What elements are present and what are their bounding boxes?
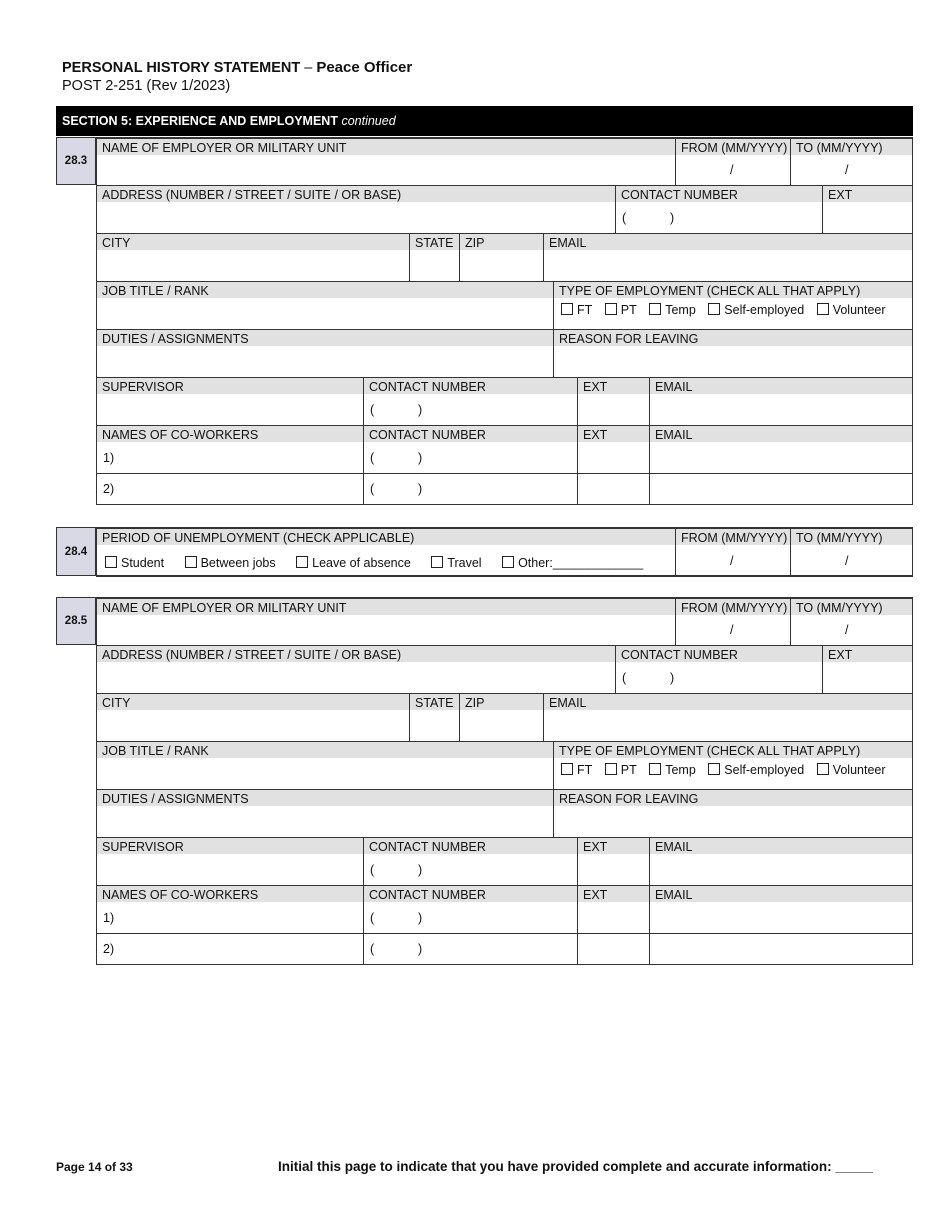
ext-label: EXT — [578, 838, 649, 854]
checkbox-ft[interactable] — [561, 303, 573, 315]
coworkers-label: NAMES OF CO-WORKERS — [97, 886, 363, 902]
to-date-field[interactable] — [790, 139, 912, 185]
ext-label: EXT — [578, 378, 649, 394]
area-code-close: ) — [418, 942, 423, 956]
to-slash: / — [845, 163, 849, 177]
ext-label: EXT — [578, 886, 649, 902]
zip-field[interactable] — [459, 694, 543, 741]
zip-label: ZIP — [460, 234, 543, 250]
duties-row — [96, 329, 913, 378]
from-label: FROM (MM/YYYY) — [676, 599, 790, 615]
coworkers-row — [96, 425, 913, 505]
checkbox-temp[interactable] — [649, 303, 661, 315]
state-field[interactable] — [409, 694, 459, 741]
unemployment-options — [105, 556, 652, 570]
email-label: EMAIL — [650, 886, 912, 902]
unemployment-row — [96, 527, 913, 577]
coworker-1-label: 1) — [103, 911, 115, 925]
ext-label: EXT — [823, 646, 912, 662]
from-label: FROM (MM/YYYY) — [676, 529, 790, 545]
supervisor-row — [96, 377, 913, 426]
ext-field[interactable] — [822, 646, 912, 693]
checkbox-travel[interactable] — [431, 556, 443, 568]
area-code-close: ) — [418, 911, 423, 925]
option-pt[interactable]: PT — [605, 763, 637, 777]
zip-field[interactable] — [459, 234, 543, 281]
email-field[interactable] — [543, 234, 912, 281]
contact-number-field[interactable] — [615, 646, 822, 693]
to-label: TO (MM/YYYY) — [791, 139, 912, 155]
duties-field[interactable] — [97, 330, 553, 377]
coworker-ext-field[interactable] — [577, 426, 649, 504]
to-label: TO (MM/YYYY) — [791, 529, 912, 545]
employer-label: NAME OF EMPLOYER OR MILITARY UNIT — [97, 599, 675, 615]
area-code-open: ( — [370, 482, 375, 496]
area-code-open: ( — [370, 942, 375, 956]
checkbox-pt[interactable] — [605, 763, 617, 775]
contact-number-label: CONTACT NUMBER — [616, 646, 822, 662]
state-field[interactable] — [409, 234, 459, 281]
email-label: EMAIL — [544, 694, 912, 710]
option-other[interactable]: Other:_____________ — [502, 556, 643, 570]
reason-for-leaving-field[interactable] — [553, 790, 912, 837]
supervisor-field[interactable] — [97, 838, 363, 885]
unemployment-to-cell[interactable] — [790, 529, 912, 575]
job-title-row — [96, 741, 913, 790]
unemployment-label: PERIOD OF UNEMPLOYMENT (CHECK APPLICABLE) — [97, 529, 675, 545]
area-code-open: ( — [622, 211, 627, 225]
item-number-28-3: 28.3 — [56, 137, 96, 185]
supervisor-field[interactable] — [97, 378, 363, 425]
email-label: EMAIL — [650, 378, 912, 394]
address-label: ADDRESS (NUMBER / STREET / SUITE / OR BASE) — [97, 186, 615, 202]
checkbox-self-employed[interactable] — [708, 763, 720, 775]
area-code-close: ) — [670, 671, 675, 685]
from-label: FROM (MM/YYYY) — [676, 139, 790, 155]
duties-label: DUTIES / ASSIGNMENTS — [97, 330, 553, 346]
contact-number-label: CONTACT NUMBER — [616, 186, 822, 202]
option-volunteer[interactable]: Volunteer — [817, 763, 886, 777]
employer-label: NAME OF EMPLOYER OR MILITARY UNIT — [97, 139, 675, 155]
ext-label: EXT — [823, 186, 912, 202]
employment-type-options — [561, 303, 886, 317]
supervisor-label: SUPERVISOR — [97, 378, 363, 394]
checkbox-volunteer[interactable] — [817, 303, 829, 315]
coworker-1-label: 1) — [103, 451, 115, 465]
coworkers-label: NAMES OF CO-WORKERS — [97, 426, 363, 442]
supervisor-email-field[interactable] — [649, 378, 912, 425]
from-slash: / — [730, 163, 734, 177]
email-label: EMAIL — [544, 234, 912, 250]
supervisor-ext-field[interactable] — [577, 838, 649, 885]
address-field[interactable] — [97, 186, 615, 233]
supervisor-contact-field[interactable] — [363, 378, 577, 425]
form-title: PERSONAL HISTORY STATEMENT – Peace Officer — [62, 59, 413, 76]
job-title-label: JOB TITLE / RANK — [97, 742, 553, 758]
option-travel[interactable]: Travel — [431, 556, 481, 570]
employment-type-options — [561, 763, 886, 777]
employer-row — [96, 597, 913, 646]
address-row — [96, 185, 913, 234]
checkbox-student[interactable] — [105, 556, 117, 568]
supervisor-email-field[interactable] — [649, 838, 912, 885]
from-date-field[interactable] — [675, 139, 790, 185]
coworker-2-label: 2) — [103, 482, 115, 496]
unemployment-period-cell — [97, 529, 675, 575]
city-label: CITY — [97, 694, 409, 710]
option-pt[interactable]: PT — [605, 303, 637, 317]
item-number-28-5: 28.5 — [56, 597, 96, 645]
option-volunteer[interactable]: Volunteer — [817, 303, 886, 317]
zip-label: ZIP — [460, 694, 543, 710]
from-slash: / — [730, 623, 734, 637]
checkbox-ft[interactable] — [561, 763, 573, 775]
ext-field[interactable] — [822, 186, 912, 233]
email-label: EMAIL — [650, 426, 912, 442]
job-title-row — [96, 281, 913, 330]
duties-row — [96, 789, 913, 838]
option-temp[interactable]: Temp — [649, 763, 696, 777]
address-label: ADDRESS (NUMBER / STREET / SUITE / OR BASE) — [97, 646, 615, 662]
initial-statement[interactable]: Initial this page to indicate that you have provided complete and accurate information: _____ — [278, 1159, 873, 1174]
employment-type-label: TYPE OF EMPLOYMENT (CHECK ALL THAT APPLY) — [554, 282, 912, 298]
to-slash: / — [845, 623, 849, 637]
reason-label: REASON FOR LEAVING — [554, 330, 912, 346]
item-number-28-4: 28.4 — [56, 527, 96, 576]
city-row — [96, 233, 913, 282]
coworker-2-label: 2) — [103, 942, 115, 956]
employment-type-field — [553, 742, 912, 789]
from-slash: / — [730, 554, 734, 568]
supervisor-row — [96, 837, 913, 886]
reason-label: REASON FOR LEAVING — [554, 790, 912, 806]
address-row — [96, 645, 913, 694]
email-field[interactable] — [543, 694, 912, 741]
option-student[interactable]: Student — [105, 556, 164, 570]
contact-number-label: CONTACT NUMBER — [364, 838, 577, 854]
checkbox-temp[interactable] — [649, 763, 661, 775]
area-code-close: ) — [418, 403, 423, 417]
coworker-contact-field[interactable] — [363, 886, 577, 964]
duties-label: DUTIES / ASSIGNMENTS — [97, 790, 553, 806]
form-number: POST 2-251 (Rev 1/2023) — [62, 78, 231, 94]
to-slash: / — [845, 554, 849, 568]
city-field[interactable] — [97, 234, 409, 281]
job-title-label: JOB TITLE / RANK — [97, 282, 553, 298]
contact-number-label: CONTACT NUMBER — [364, 886, 577, 902]
area-code-close: ) — [418, 451, 423, 465]
job-title-field[interactable] — [97, 742, 553, 789]
contact-number-label: CONTACT NUMBER — [364, 378, 577, 394]
option-ft[interactable]: FT — [561, 303, 592, 317]
option-ft[interactable]: FT — [561, 763, 592, 777]
ext-label: EXT — [578, 426, 649, 442]
area-code-open: ( — [622, 671, 627, 685]
employment-type-field — [553, 282, 912, 329]
state-label: STATE — [410, 694, 459, 710]
employer-name-field[interactable] — [97, 599, 675, 645]
address-field[interactable] — [97, 646, 615, 693]
area-code-open: ( — [370, 911, 375, 925]
email-label: EMAIL — [650, 838, 912, 854]
employer-name-field[interactable] — [97, 139, 675, 185]
area-code-close: ) — [418, 482, 423, 496]
section-header: SECTION 5: EXPERIENCE AND EMPLOYMENT continued — [56, 106, 913, 136]
page-number: Page 14 of 33 — [56, 1160, 133, 1174]
option-temp[interactable]: Temp — [649, 303, 696, 317]
city-row — [96, 693, 913, 742]
area-code-open: ( — [370, 863, 375, 877]
employment-type-label: TYPE OF EMPLOYMENT (CHECK ALL THAT APPLY) — [554, 742, 912, 758]
option-leave-of-absence[interactable]: Leave of absence — [296, 556, 411, 570]
contact-number-label: CONTACT NUMBER — [364, 426, 577, 442]
area-code-close: ) — [418, 863, 423, 877]
reason-for-leaving-field[interactable] — [553, 330, 912, 377]
checkbox-leave-of-absence[interactable] — [296, 556, 308, 568]
area-code-open: ( — [370, 403, 375, 417]
duties-field[interactable] — [97, 790, 553, 837]
option-self-employed[interactable]: Self-employed — [708, 303, 804, 317]
employer-row — [96, 137, 913, 186]
checkbox-pt[interactable] — [605, 303, 617, 315]
coworkers-row — [96, 885, 913, 965]
area-code-close: ) — [670, 211, 675, 225]
state-label: STATE — [410, 234, 459, 250]
job-title-field[interactable] — [97, 282, 553, 329]
checkbox-other[interactable] — [502, 556, 514, 568]
contact-number-field[interactable] — [615, 186, 822, 233]
checkbox-volunteer[interactable] — [817, 763, 829, 775]
area-code-open: ( — [370, 451, 375, 465]
checkbox-self-employed[interactable] — [708, 303, 720, 315]
unemployment-from-cell[interactable] — [675, 529, 790, 575]
option-self-employed[interactable]: Self-employed — [708, 763, 804, 777]
coworker-contact-field[interactable] — [363, 426, 577, 504]
coworker-names-field[interactable] — [97, 886, 363, 964]
supervisor-ext-field[interactable] — [577, 378, 649, 425]
coworker-names-field[interactable] — [97, 426, 363, 504]
coworker-email-field[interactable] — [649, 426, 912, 504]
checkbox-between-jobs[interactable] — [185, 556, 197, 568]
supervisor-contact-field[interactable] — [363, 838, 577, 885]
from-date-field[interactable] — [675, 599, 790, 645]
coworker-email-field[interactable] — [649, 886, 912, 964]
to-date-field[interactable] — [790, 599, 912, 645]
city-label: CITY — [97, 234, 409, 250]
supervisor-label: SUPERVISOR — [97, 838, 363, 854]
to-label: TO (MM/YYYY) — [791, 599, 912, 615]
coworker-ext-field[interactable] — [577, 886, 649, 964]
city-field[interactable] — [97, 694, 409, 741]
option-between-jobs[interactable]: Between jobs — [185, 556, 276, 570]
